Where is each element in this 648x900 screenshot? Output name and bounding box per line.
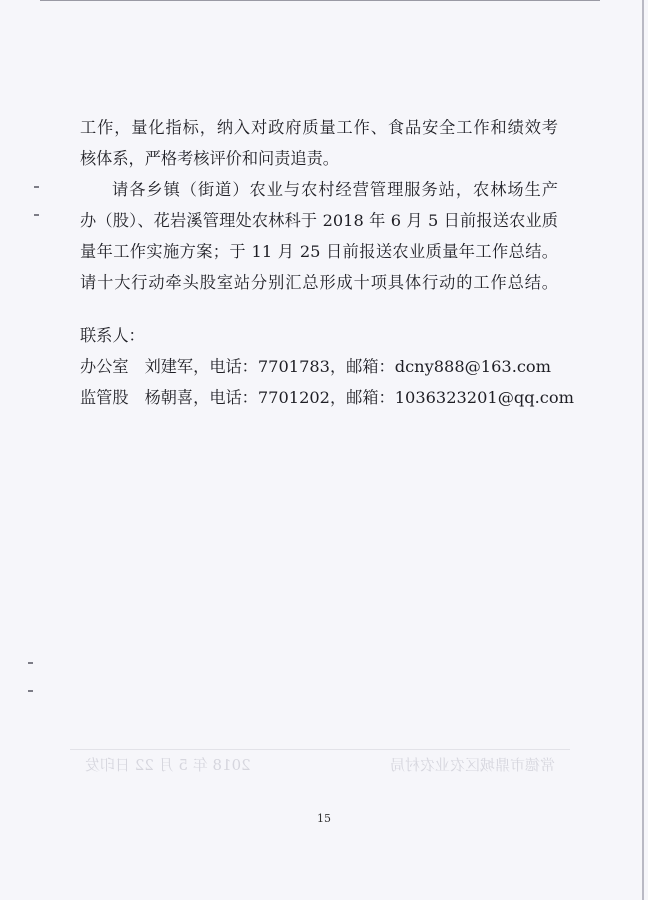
scan-mark xyxy=(28,690,33,692)
scan-mark xyxy=(34,186,39,188)
page-top-edge xyxy=(40,0,600,1)
contact-email: 邮箱：1036323201@qq.com xyxy=(346,388,574,407)
contact-heading: 联系人： xyxy=(80,326,145,345)
contact-block xyxy=(80,320,574,413)
contact-email: 邮箱：dcny888@163.com xyxy=(346,357,552,376)
bleed-left: 常德市鼎城区农业农村局 xyxy=(389,756,555,774)
bleed-through-rule xyxy=(70,749,570,750)
text-line: 请十大行动牵头股室站分别汇总形成十项具体行动的工作总结。 xyxy=(80,273,558,292)
text-line: 量年工作实施方案；于 11 月 25 日前报送农业质量年工作总结。 xyxy=(80,242,558,261)
page-right-edge xyxy=(642,0,644,900)
contact-row: 办公室 刘建军，电话：7701783，邮箱：dcny888@163.com xyxy=(80,357,552,376)
paragraph-submission xyxy=(80,174,558,298)
bleed-through-text xyxy=(85,752,555,778)
contact-name: 杨朝喜 xyxy=(144,388,194,407)
contact-dept: 办公室 xyxy=(80,357,129,376)
scan-mark xyxy=(28,662,33,664)
contact-phone: 电话：7701202 xyxy=(209,388,330,407)
contact-phone: 电话：7701783 xyxy=(209,357,330,376)
paragraph-assessment xyxy=(80,112,558,174)
page-number: 15 xyxy=(317,812,331,825)
text-line: 请各乡镇（街道）农业与农村经营管理服务站，农林场生产 xyxy=(112,180,558,199)
bleed-right: 2018 年 5 月 22 日印发 xyxy=(85,756,251,774)
text-line: 核体系，严格考核评价和问责追责。 xyxy=(80,149,339,168)
text-line: 办（股）、花岩溪管理处农林科于 2018 年 6 月 5 日前报送农业质 xyxy=(80,211,558,230)
text-line: 工作，量化指标，纳入对政府质量工作、食品安全工作和绩效考 xyxy=(80,118,558,137)
contact-name: 刘建军 xyxy=(144,357,194,376)
scan-mark xyxy=(34,214,39,216)
contact-row: 监管股 杨朝喜，电话：7701202，邮箱：1036323201@qq.com xyxy=(80,388,574,407)
contact-dept: 监管股 xyxy=(80,388,129,407)
